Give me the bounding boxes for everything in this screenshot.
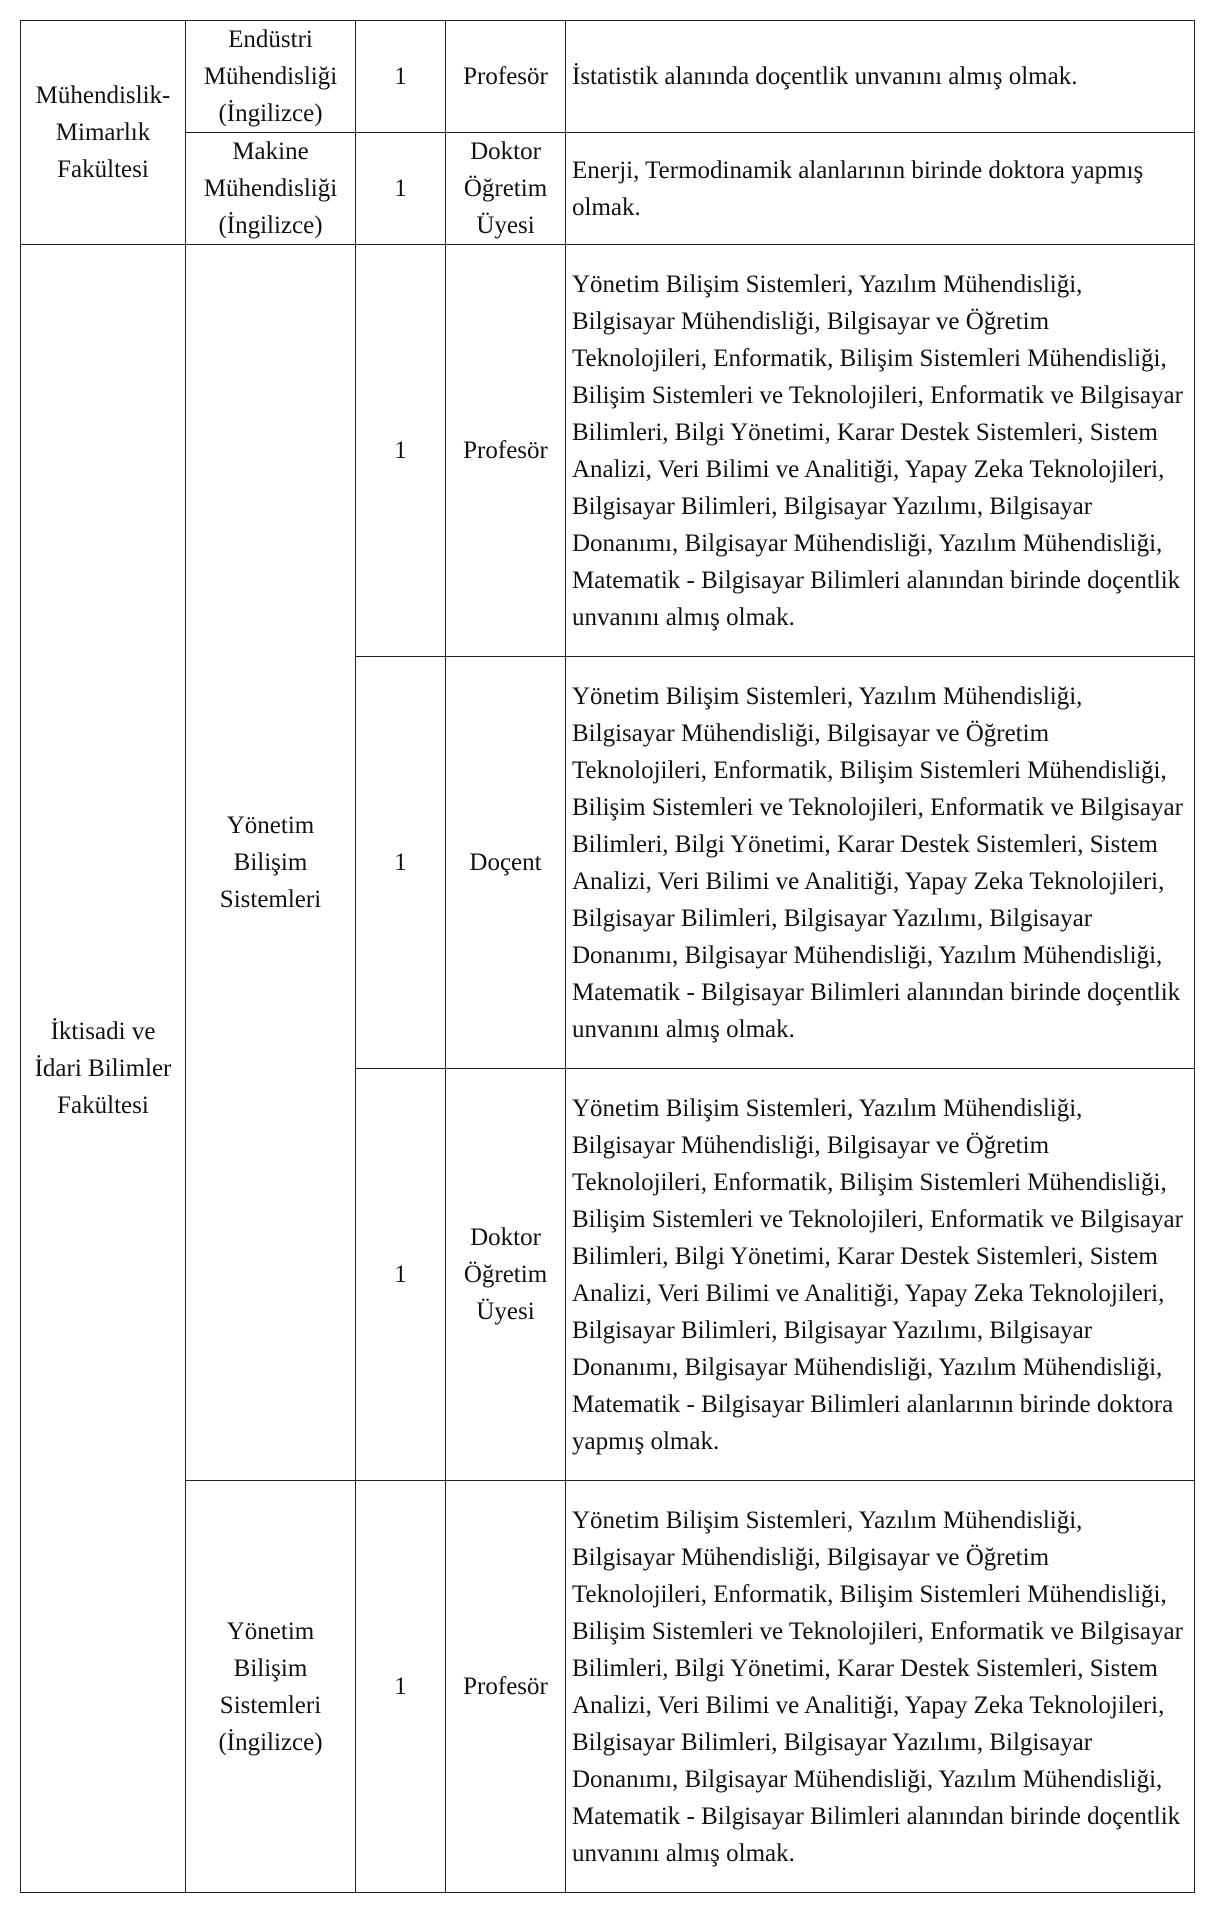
department-line: Mühendisliği bbox=[203, 63, 338, 90]
faculty-line: Fakültesi bbox=[57, 156, 149, 183]
faculty-line: Mühendislik- bbox=[35, 82, 171, 109]
count-cell: 1 bbox=[356, 1481, 446, 1893]
title-line: Öğretim bbox=[463, 175, 548, 202]
count-cell: 1 bbox=[356, 245, 446, 657]
faculty-line: İdari Bilimler bbox=[34, 1055, 172, 1082]
title-cell bbox=[446, 133, 566, 245]
requirement-cell: Yönetim Bilişim Sistemleri, Yazılım Mühendisliği, Bilgisayar Mühendisliği, Bilgisayar ve Öğretim Teknolojileri, Enformatik, Bilişim Sistemleri Mühendisliği, Bilişim Sistemleri ve Teknolojileri, Enformatik ve Bilgisayar Bilimleri, Bilgi Yönetimi, Karar Destek Sistemleri, Sistem Analizi, Veri Bilimi ve Analitiği, Yapay Zeka Teknolojileri, Bilgisayar Bilimleri, Bilgisayar Yazılımı, Bilgisayar Donanımı, Bilgisayar Mühendisliği, Yazılım Mühendisliği, Matematik - Bilgisayar Bilimleri alanından birinde doçentlik unvanını almış olmak. bbox=[566, 1481, 1195, 1893]
table-row bbox=[21, 1481, 1195, 1893]
department-cell bbox=[186, 133, 356, 245]
department-line: Makine bbox=[232, 138, 309, 165]
count-cell: 1 bbox=[356, 21, 446, 133]
requirement-cell: Yönetim Bilişim Sistemleri, Yazılım Mühendisliği, Bilgisayar Mühendisliği, Bilgisayar ve Öğretim Teknolojileri, Enformatik, Bilişim Sistemleri Mühendisliği, Bilişim Sistemleri ve Teknolojileri, Enformatik ve Bilgisayar Bilimleri, Bilgi Yönetimi, Karar Destek Sistemleri, Sistem Analizi, Veri Bilimi ve Analitiği, Yapay Zeka Teknolojileri, Bilgisayar Bilimleri, Bilgisayar Yazılımı, Bilgisayar Donanımı, Bilgisayar Mühendisliği, Yazılım Mühendisliği, Matematik - Bilgisayar Bilimleri alanlarının birinde doktora yapmış olmak. bbox=[566, 1069, 1195, 1481]
title-line: Profesör bbox=[463, 437, 548, 464]
department-line: (İngilizce) bbox=[218, 212, 323, 239]
requirement-cell: Yönetim Bilişim Sistemleri, Yazılım Mühendisliği, Bilgisayar Mühendisliği, Bilgisayar ve Öğretim Teknolojileri, Enformatik, Bilişim Sistemleri Mühendisliği, Bilişim Sistemleri ve Teknolojileri, Enformatik ve Bilgisayar Bilimleri, Bilgi Yönetimi, Karar Destek Sistemleri, Sistem Analizi, Veri Bilimi ve Analitiği, Yapay Zeka Teknolojileri, Bilgisayar Bilimleri, Bilgisayar Yazılımı, Bilgisayar Donanımı, Bilgisayar Mühendisliği, Yazılım Mühendisliği, Matematik - Bilgisayar Bilimleri alanından birinde doçentlik unvanını almış olmak. bbox=[566, 245, 1195, 657]
count-cell: 1 bbox=[356, 1069, 446, 1481]
table-row bbox=[21, 245, 1195, 657]
requirement-cell: Enerji, Termodinamik alanlarının birinde doktora yapmış olmak. bbox=[566, 133, 1195, 245]
department-line: Yönetim bbox=[226, 812, 315, 839]
requirement-cell: Yönetim Bilişim Sistemleri, Yazılım Mühendisliği, Bilgisayar Mühendisliği, Bilgisayar ve Öğretim Teknolojileri, Enformatik, Bilişim Sistemleri Mühendisliği, Bilişim Sistemleri ve Teknolojileri, Enformatik ve Bilgisayar Bilimleri, Bilgi Yönetimi, Karar Destek Sistemleri, Sistem Analizi, Veri Bilimi ve Analitiği, Yapay Zeka Teknolojileri, Bilgisayar Bilimleri, Bilgisayar Yazılımı, Bilgisayar Donanımı, Bilgisayar Mühendisliği, Yazılım Mühendisliği, Matematik - Bilgisayar Bilimleri alanından birinde doçentlik unvanını almış olmak. bbox=[566, 657, 1195, 1069]
department-cell bbox=[186, 1481, 356, 1893]
title-line: Doktor bbox=[470, 1224, 541, 1251]
faculty-line: Fakültesi bbox=[57, 1092, 149, 1119]
department-line: (İngilizce) bbox=[218, 100, 323, 127]
title-line: Profesör bbox=[463, 1673, 548, 1700]
title-line: Profesör bbox=[463, 63, 548, 90]
title-line: Öğretim bbox=[463, 1261, 548, 1288]
department-line: Sistemleri bbox=[219, 886, 322, 913]
department-cell bbox=[186, 245, 356, 1481]
count-cell: 1 bbox=[356, 657, 446, 1069]
title-cell bbox=[446, 1481, 566, 1893]
department-line: Yönetim bbox=[226, 1617, 315, 1645]
title-cell bbox=[446, 657, 566, 1069]
department-line: (İngilizce) bbox=[218, 1728, 323, 1756]
title-line: Üyesi bbox=[476, 1298, 535, 1325]
requirement-cell: İstatistik alanında doçentlik unvanını almış olmak. bbox=[566, 21, 1195, 133]
faculty-cell bbox=[21, 21, 186, 245]
department-line: Bilişim bbox=[233, 849, 308, 876]
title-cell bbox=[446, 245, 566, 657]
title-cell bbox=[446, 1069, 566, 1481]
department-line: Endüstri bbox=[228, 26, 313, 53]
title-cell bbox=[446, 21, 566, 133]
table-row bbox=[21, 133, 1195, 245]
department-line: Sistemleri bbox=[219, 1691, 322, 1719]
faculty-line: İktisadi ve bbox=[50, 1018, 156, 1045]
title-line: Doktor bbox=[470, 138, 541, 165]
title-line: Üyesi bbox=[476, 212, 535, 239]
faculty-cell bbox=[21, 245, 186, 1893]
count-cell: 1 bbox=[356, 133, 446, 245]
positions-table bbox=[20, 20, 1195, 1893]
title-line: Doçent bbox=[469, 849, 542, 876]
faculty-line: Mimarlık bbox=[55, 119, 151, 146]
table-row bbox=[21, 21, 1195, 133]
department-line: Bilişim bbox=[233, 1654, 308, 1682]
department-line: Mühendisliği bbox=[203, 175, 338, 202]
department-cell bbox=[186, 21, 356, 133]
